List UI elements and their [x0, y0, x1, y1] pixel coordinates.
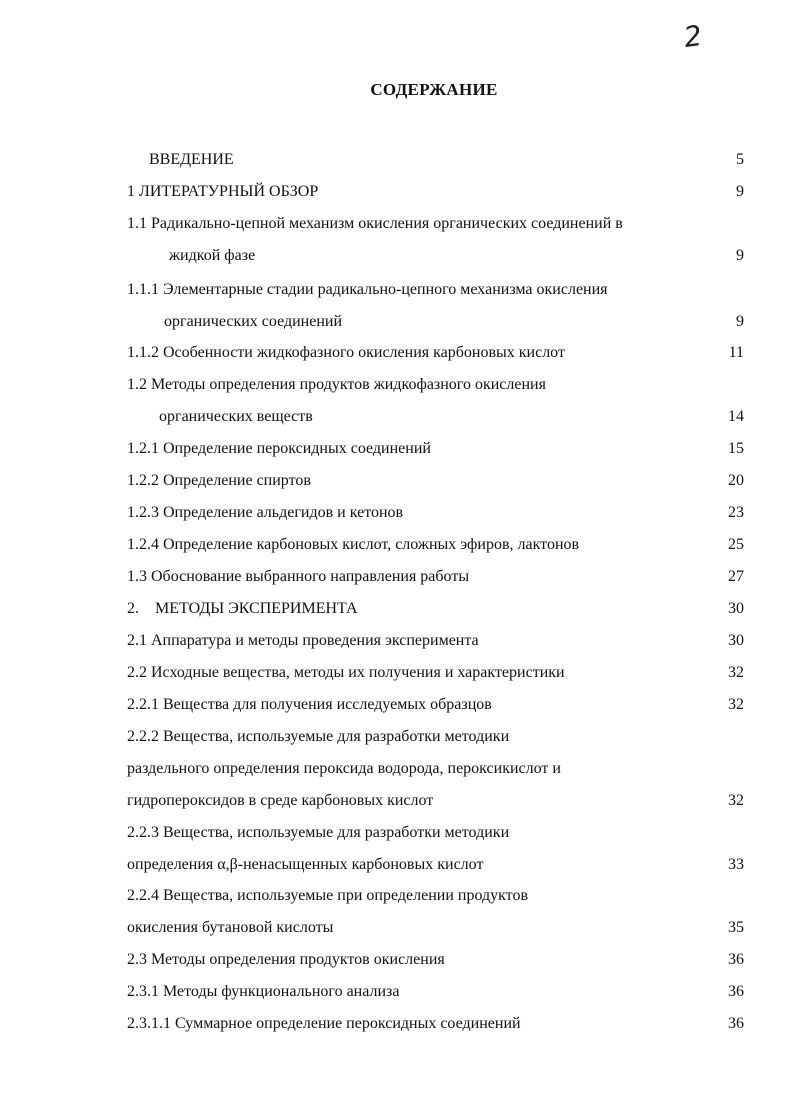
toc-page-1-2-3: 23 — [728, 504, 744, 521]
toc-page-2-2-2: 32 — [728, 792, 744, 809]
toc-entry-1-2-1: 1.2.1 Определение пероксидных соединений — [127, 440, 431, 457]
toc-page-1-2: 14 — [728, 408, 744, 425]
page-title: СОДЕРЖАНИЕ — [370, 80, 498, 99]
toc-page-2: 30 — [728, 600, 744, 617]
toc-page-2-3-1: 36 — [728, 983, 744, 1000]
toc-entry-1-1-cont: жидкой фазе — [169, 247, 256, 264]
toc-page-1-2-2: 20 — [728, 472, 744, 489]
toc-page-1-1-1: 9 — [736, 313, 744, 330]
toc-entry-1-1-1: 1.1.1 Элементарные стадии радикально-цепного механизма окисления — [127, 281, 608, 298]
toc-entry-2-2-2-cont2: гидропероксидов в среде карбоновых кислот — [127, 792, 434, 809]
toc-page-2-2-1: 32 — [728, 696, 744, 713]
toc-entry-2-2-4: 2.2.4 Вещества, используемые при определении продуктов — [127, 887, 529, 904]
toc-entry-2-3-1-1: 2.3.1.1 Суммарное определение пероксидных соединений — [127, 1015, 521, 1032]
toc-entry-1-2-4: 1.2.4 Определение карбоновых кислот, сложных эфиров, лактонов — [127, 536, 580, 553]
toc-entry-2-2-1: 2.2.1 Вещества для получения исследуемых образцов — [127, 696, 492, 713]
toc-entry-2: 2. МЕТОДЫ ЭКСПЕРИМЕНТА — [127, 600, 358, 617]
toc-entry-2-2-3-cont: определения α,β-ненасыщенных карбоновых кислот — [127, 856, 484, 873]
toc-entry-1-1-2: 1.1.2 Особенности жидкофазного окисления карбоновых кислот — [127, 344, 565, 361]
toc-entry-2-2-3: 2.2.3 Вещества, используемые для разработки методики — [127, 824, 510, 841]
toc-page-1-1-2: 11 — [728, 344, 744, 361]
toc-entry-1-3: 1.3 Обоснование выбранного направления работы — [127, 568, 470, 585]
toc-page-2-2: 32 — [728, 664, 744, 681]
toc-entry-2-2-2-cont1: раздельного определения пероксида водорода, пероксикислот и — [127, 760, 561, 777]
toc-entry-1-2-2: 1.2.2 Определение спиртов — [127, 472, 311, 489]
toc-page-1: 9 — [736, 183, 744, 200]
toc-entry-2-2-4-cont: окисления бутановой кислоты — [127, 919, 334, 936]
toc-entry-2-2: 2.2 Исходные вещества, методы их получения и характеристики — [127, 664, 565, 681]
toc-page-1-3: 27 — [728, 568, 744, 585]
toc-entry-2-3-1: 2.3.1 Методы функционального анализа — [127, 983, 400, 1000]
toc-entry-1-1-1-cont: органических соединений — [164, 313, 343, 330]
handwritten-page-number: 2 — [681, 18, 705, 55]
toc-entry-1-2-cont: органических веществ — [159, 408, 313, 425]
toc-page-2-1: 30 — [728, 632, 744, 649]
toc-entry-introduction: ВВЕДЕНИЕ — [149, 151, 234, 168]
toc-entry-2-2-2: 2.2.2 Вещества, используемые для разработки методики — [127, 728, 510, 745]
toc-entry-2-3: 2.3 Методы определения продуктов окисления — [127, 951, 445, 968]
toc-page-2-2-3: 33 — [728, 856, 744, 873]
toc-entry-1-1: 1.1 Радикально-цепной механизм окисления органических соединений в — [127, 215, 623, 232]
toc-page-1-1: 9 — [736, 247, 744, 264]
toc-entry-2-1: 2.1 Аппаратура и методы проведения эксперимента — [127, 632, 479, 649]
toc-page-1-2-4: 25 — [728, 536, 744, 553]
toc-entry-1-2-3: 1.2.3 Определение альдегидов и кетонов — [127, 504, 404, 521]
toc-entry-1-2: 1.2 Методы определения продуктов жидкофазного окисления — [127, 376, 546, 393]
toc-page-2-3: 36 — [728, 951, 744, 968]
toc-page-2-3-1-1: 36 — [728, 1015, 744, 1032]
toc-page-2-2-4: 35 — [728, 919, 744, 936]
toc-entry-1: 1 ЛИТЕРАТУРНЫЙ ОБЗОР — [127, 183, 319, 200]
toc-page-introduction: 5 — [736, 151, 744, 168]
toc-page-1-2-1: 15 — [728, 440, 744, 457]
